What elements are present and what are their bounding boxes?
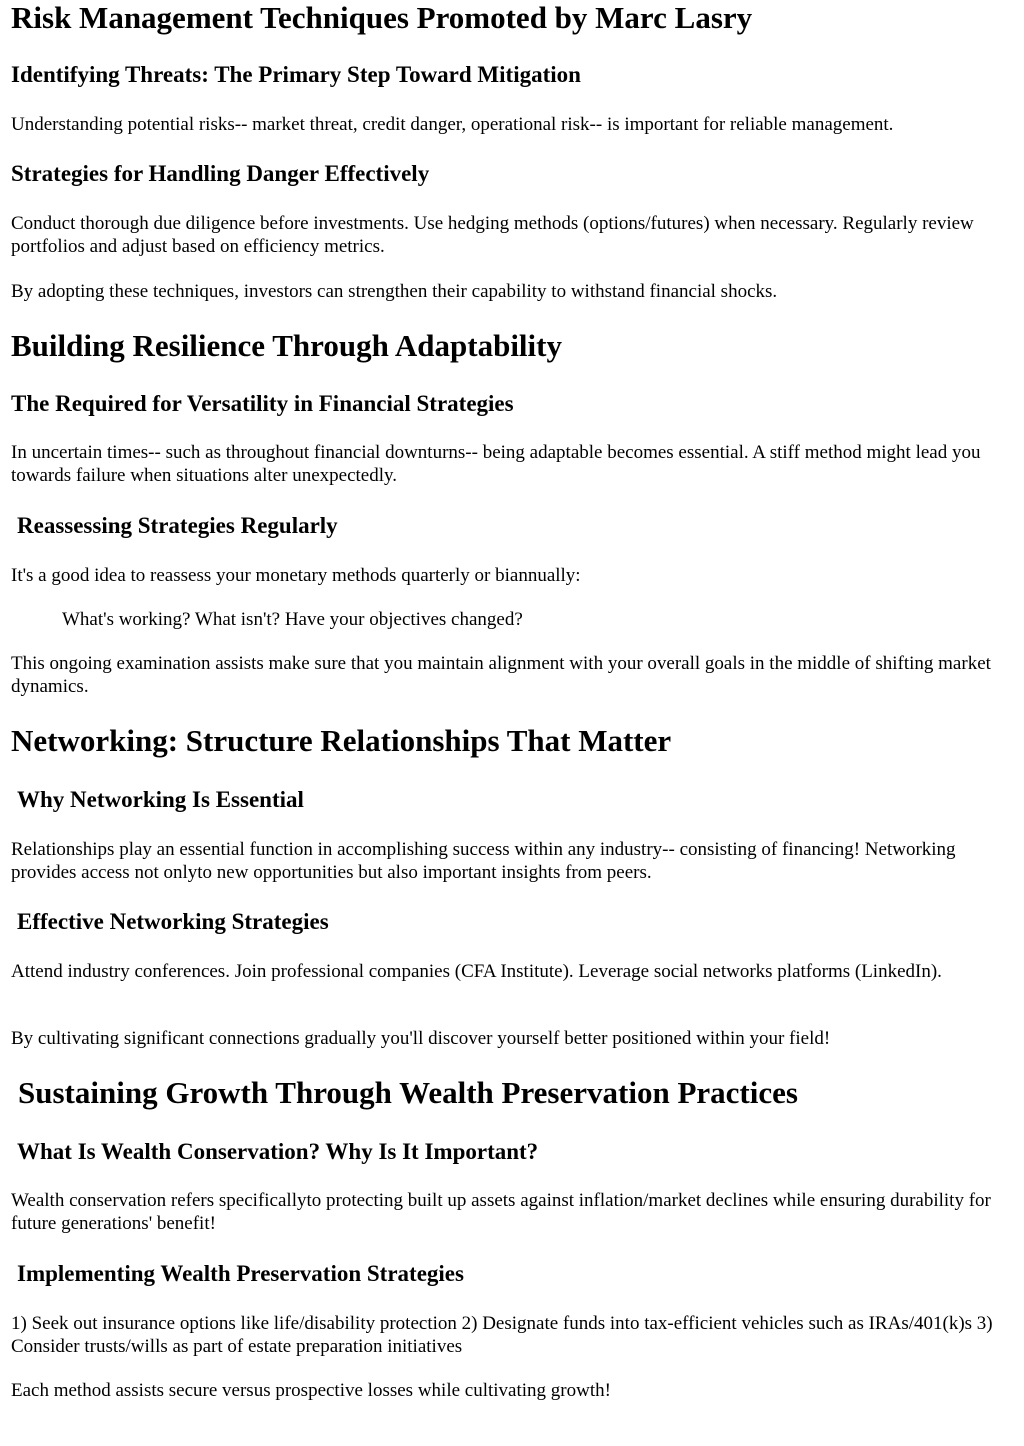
wealth-preservation-title: Sustaining Growth Through Wealth Preservation Practices [18, 1075, 798, 1110]
reassessing-heading: Reassessing Strategies Regularly [17, 513, 338, 538]
networking-title: Networking: Structure Relationships That Matter [11, 723, 672, 758]
versatility-text: In uncertain times-- such as throughout financial downturns-- being adaptable becomes essential. A stiff method might lead you towards failure when situations alter unexpectedly. [11, 442, 981, 486]
resilience-title: Building Resilience Through Adaptability [11, 328, 562, 363]
resilience-closing-text: This ongoing examination assists make sure that you maintain alignment with your overall goals in the middle of shifting market dynamics. [11, 653, 991, 697]
effective-networking-text: Attend industry conferences. Join professional companies (CFA Institute). Leverage social networks platforms (LinkedIn). [11, 961, 942, 982]
reassessing-text: It's a good idea to reassess your monetary methods quarterly or biannually: [11, 565, 581, 586]
risk-closing-text: By adopting these techniques, investors can strengthen their capability to withstand financial shocks. [11, 281, 778, 302]
wealth-conservation-text: Wealth conservation refers specificallyto protecting built up assets against inflation/market declines while ensuring durability for future generations' benefit! [11, 1190, 991, 1234]
identifying-threats-text: Understanding potential risks-- market threat, credit danger, operational risk-- is important for reliable management. [11, 114, 894, 135]
wealth-closing-text: Each method assists secure versus prospective losses while cultivating growth! [11, 1380, 611, 1401]
why-networking-text: Relationships play an essential function in accomplishing success within any industry-- consisting of financing! Networking provides access not onlyto new opportunities but also important insights from peers. [11, 839, 956, 883]
networking-closing-text: By cultivating significant connections gradually you'll discover yourself better positioned within your field! [11, 1028, 831, 1049]
reassessing-quote: What's working? What isn't? Have your objectives changed? [62, 609, 523, 630]
implementing-wealth-text: 1) Seek out insurance options like life/disability protection 2) Designate funds into tax-efficient vehicles such as IRAs/401(k)s 3) Consider trusts/wills as part of estate preparation initiatives [11, 1313, 993, 1357]
handling-danger-heading: Strategies for Handling Danger Effectively [11, 161, 430, 186]
handling-danger-text: Conduct thorough due diligence before investments. Use hedging methods (options/futures) when necessary. Regularly review portfolios and adjust based on efficiency metrics. [11, 213, 974, 257]
wealth-conservation-heading: What Is Wealth Conservation? Why Is It Important? [17, 1139, 539, 1164]
identifying-threats-heading: Identifying Threats: The Primary Step Toward Mitigation [11, 62, 581, 87]
versatility-heading: The Required for Versatility in Financial Strategies [11, 391, 514, 416]
implementing-wealth-heading: Implementing Wealth Preservation Strategies [17, 1261, 464, 1286]
risk-management-title: Risk Management Techniques Promoted by Marc Lasry [11, 0, 753, 35]
why-networking-heading: Why Networking Is Essential [17, 787, 304, 812]
effective-networking-heading: Effective Networking Strategies [17, 909, 329, 934]
